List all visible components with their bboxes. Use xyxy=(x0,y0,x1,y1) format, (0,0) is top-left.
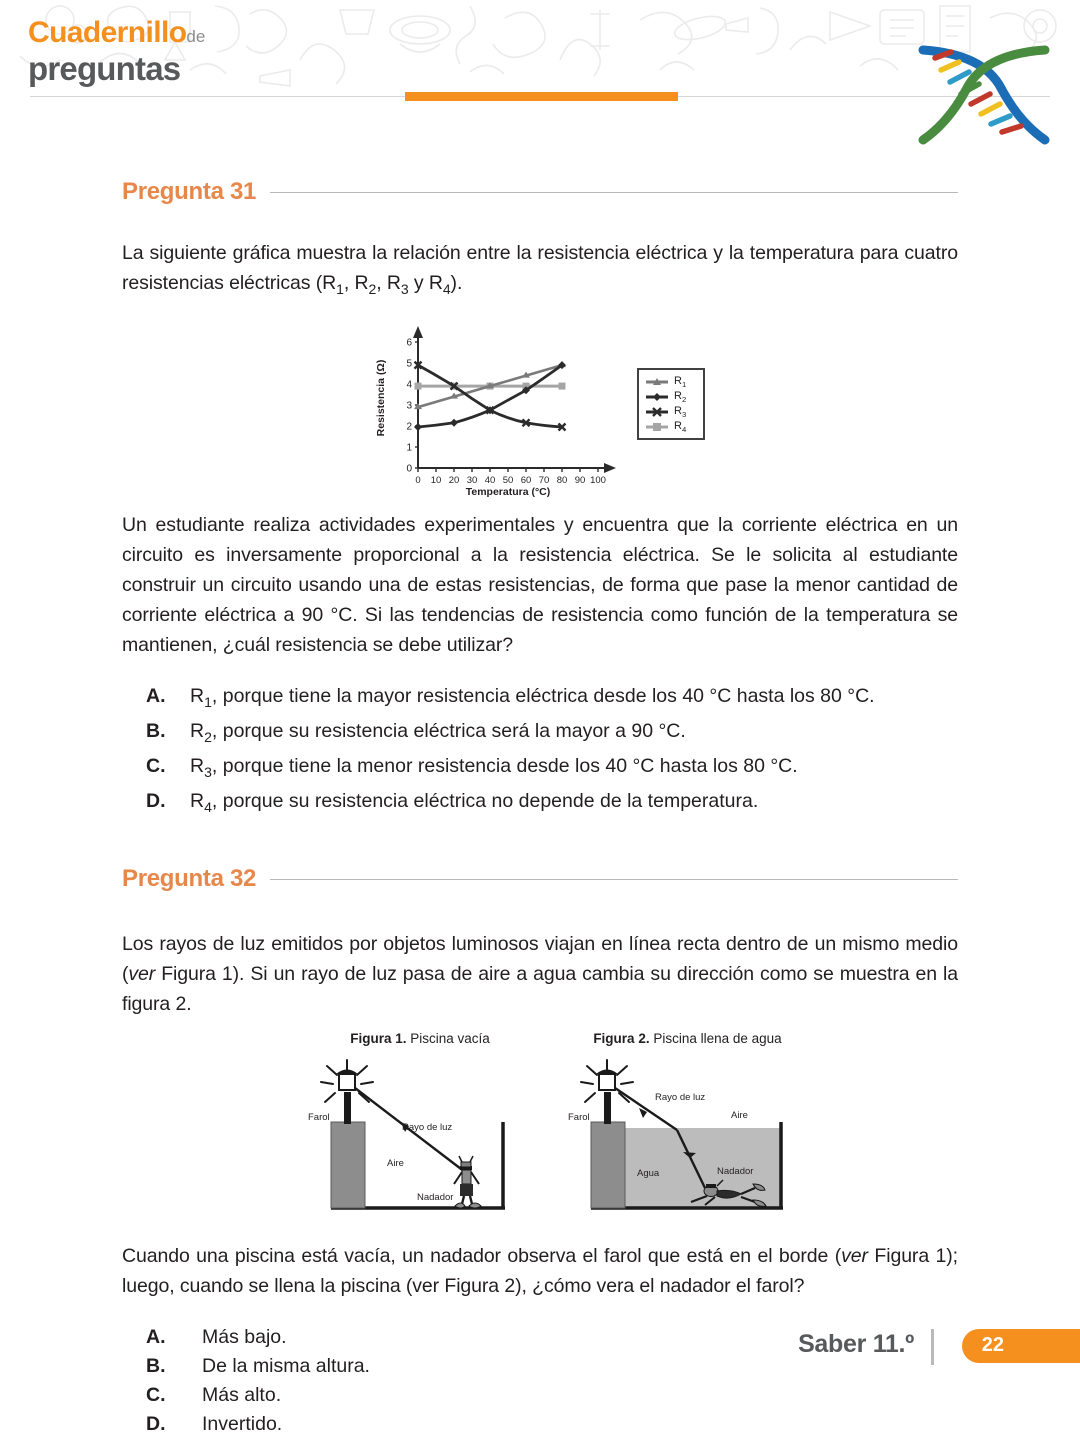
legend-item-r4 xyxy=(645,420,703,435)
series-r3-line xyxy=(418,365,562,427)
brand-de: de xyxy=(186,27,206,46)
option-b-q32-text: De la misma altura. xyxy=(202,1355,370,1378)
option-c-q32-text: Más alto. xyxy=(202,1384,282,1407)
question-32-heading xyxy=(0,865,1080,893)
header-accent-bar xyxy=(405,92,678,101)
brand-title xyxy=(28,18,205,85)
chart-svg xyxy=(372,320,632,498)
figure-2-label-nadador: Nadador xyxy=(717,1166,754,1178)
ytick-5: 5 xyxy=(406,358,412,370)
figure-2-label-rayo: Rayo de luz xyxy=(655,1092,706,1104)
figure-2-caption xyxy=(565,1031,810,1046)
series-r2-line xyxy=(418,365,562,427)
brand-cuadernillo: Cuadernillo xyxy=(28,16,187,49)
option-b-q32-letter: B. xyxy=(146,1355,166,1378)
figure-1 xyxy=(305,1031,535,1220)
figure-1-caption xyxy=(305,1031,535,1046)
legend-marker-r4 xyxy=(645,421,669,433)
figure-1-label-farol: Farol xyxy=(308,1112,330,1124)
xtick-0: 0 xyxy=(415,474,421,486)
ytick-4: 4 xyxy=(406,379,412,391)
legend-label-r2: $R_2$ xyxy=(674,389,687,405)
option-a-text: $R_1$, porque tiene la mayor resistencia eléctrica desde los 40 °C hasta los 80 °C. xyxy=(190,684,875,710)
option-b-letter: B. xyxy=(146,719,166,742)
figure-2 xyxy=(565,1031,810,1220)
option-a-letter: A. xyxy=(146,684,166,707)
question-31-heading xyxy=(0,178,1080,206)
figure-2-label-aire: Aire xyxy=(731,1110,748,1122)
question-31-body: Un estudiante realiza actividades experimentales y encuentra que la corriente eléctrica en un circuito es inversamente proporcional a la resistencia eléctrica. Se le solicita al estudiante construir un circuito usando una de estas resistencias, de forma que pase la menor cantidad de corriente eléctrica a 90 °C. Si las tendencias de resistencia como función de la temperatura se mantienen, ¿cuál resistencia se debe utilizar? xyxy=(122,513,958,656)
option-c[interactable] xyxy=(146,752,958,787)
figure-2-label-agua: Agua xyxy=(637,1168,660,1180)
xtick-80: 80 xyxy=(556,474,568,486)
option-c-text: $R_3$, porque tiene la menor resistencia desde los 40 °C hasta los 80 °C. xyxy=(190,754,798,780)
option-d-text: $R_4$, porque su resistencia eléctrica no depende de la temperatura. xyxy=(190,789,759,815)
option-b[interactable] xyxy=(146,717,958,752)
question-32-title: Pregunta 32 xyxy=(122,865,257,893)
figure-1-label-aire: Aire xyxy=(387,1158,404,1170)
legend-label-r1: $R_1$ xyxy=(674,374,687,390)
page-content xyxy=(0,150,1080,1439)
option-a-q32-letter: A. xyxy=(146,1326,166,1349)
xtick-20: 20 xyxy=(448,474,460,486)
option-d-q32[interactable] xyxy=(146,1410,958,1439)
legend-item-r2 xyxy=(645,390,703,405)
ytick-6: 6 xyxy=(406,337,412,349)
xtick-30: 30 xyxy=(466,474,478,486)
swimmer-standing xyxy=(454,1156,481,1208)
dna-helix-icon xyxy=(905,28,1055,163)
figure-1-label-rayo: Rayo de luz xyxy=(402,1122,453,1134)
option-c-q32-letter: C. xyxy=(146,1384,166,1407)
footer-exam-name: Saber 11.º xyxy=(798,1330,914,1358)
question-31-title: Pregunta 31 xyxy=(122,178,257,205)
option-d-letter: D. xyxy=(146,789,166,812)
light-ray-figures xyxy=(0,1031,1080,1231)
option-c-letter: C. xyxy=(146,754,166,777)
brand-preguntas: preguntas xyxy=(28,50,181,87)
figure-1-caption-rest: Piscina vacía xyxy=(406,1031,490,1047)
figure-2-svg xyxy=(565,1050,810,1215)
xtick-70: 70 xyxy=(538,474,550,486)
footer-page-bar xyxy=(962,1329,1080,1363)
option-b-text: $R_2$, porque su resistencia eléctrica será la mayor a 90 °C. xyxy=(190,719,686,745)
option-a-q32-text: Más bajo. xyxy=(202,1326,287,1349)
legend-label-r3: $R_3$ xyxy=(674,404,687,420)
legend-marker-r2 xyxy=(645,391,669,403)
chart-legend xyxy=(637,368,705,440)
heading-rule-2 xyxy=(270,879,958,880)
ytick-2: 2 xyxy=(406,421,412,433)
xtick-10: 10 xyxy=(430,474,442,486)
page-header xyxy=(0,0,1080,150)
footer-separator xyxy=(931,1329,934,1365)
option-d[interactable] xyxy=(146,787,958,822)
intro-italic-ver: ver xyxy=(128,963,156,986)
option-d-q32-letter: D. xyxy=(146,1413,166,1436)
option-a[interactable] xyxy=(146,682,958,717)
chart-ylabel: Resistencia (Ω) xyxy=(375,359,387,437)
figure-1-svg xyxy=(305,1050,535,1215)
question-31-options xyxy=(0,682,1080,822)
xtick-100: 100 xyxy=(590,474,606,486)
legend-marker-r1 xyxy=(645,376,669,388)
figure-1-caption-bold: Figura 1. xyxy=(350,1031,407,1047)
ytick-3: 3 xyxy=(406,400,412,412)
figure-2-label-farol: Farol xyxy=(568,1112,590,1124)
legend-item-r3 xyxy=(645,405,703,420)
figure-2-caption-rest: Piscina llena de agua xyxy=(649,1031,782,1047)
xtick-90: 90 xyxy=(574,474,586,486)
xtick-60: 60 xyxy=(520,474,532,486)
body-italic-ver: ver xyxy=(841,1245,868,1268)
option-d-q32-text: Invertido. xyxy=(202,1413,283,1436)
question-32-body: Cuando una piscina está vacía, un nadador observa el farol que está en el borde (ver Figura 1); luego, cuando se llena la piscina (ver Figura 2), ¿cómo vera el nadador el farol? xyxy=(122,1245,958,1298)
legend-item-r1 xyxy=(645,375,703,390)
legend-label-r4: $R_4$ xyxy=(674,419,687,435)
chart-plot-area xyxy=(372,320,632,498)
ytick-0: 0 xyxy=(406,463,412,475)
xtick-40: 40 xyxy=(484,474,496,486)
page-footer xyxy=(0,1317,1080,1397)
ytick-1: 1 xyxy=(406,442,412,454)
footer-page-number: 22 xyxy=(981,1334,1004,1356)
chart-xlabel: Temperatura (°C) xyxy=(465,485,551,498)
resistance-temperature-chart xyxy=(0,320,1080,500)
heading-rule xyxy=(270,192,958,193)
figure-2-caption-bold: Figura 2. xyxy=(593,1031,650,1047)
xtick-50: 50 xyxy=(502,474,514,486)
figure-1-label-nadador: Nadador xyxy=(417,1192,454,1204)
legend-marker-r3 xyxy=(645,406,669,418)
question-32-intro: Los rayos de luz emitidos por objetos luminosos viajan en línea recta dentro de un mismo medio (ver Figura 1). Si un rayo de luz pasa de aire a agua cambia su dirección como se muestra en la figura 2. xyxy=(122,933,958,1016)
question-31-intro: La siguiente gráfica muestra la relación entre la resistencia eléctrica y la temperatura para cuatro resistencias eléctricas ($R_1$, $R_2$, $R_3$ y $R_4$). xyxy=(122,242,958,297)
